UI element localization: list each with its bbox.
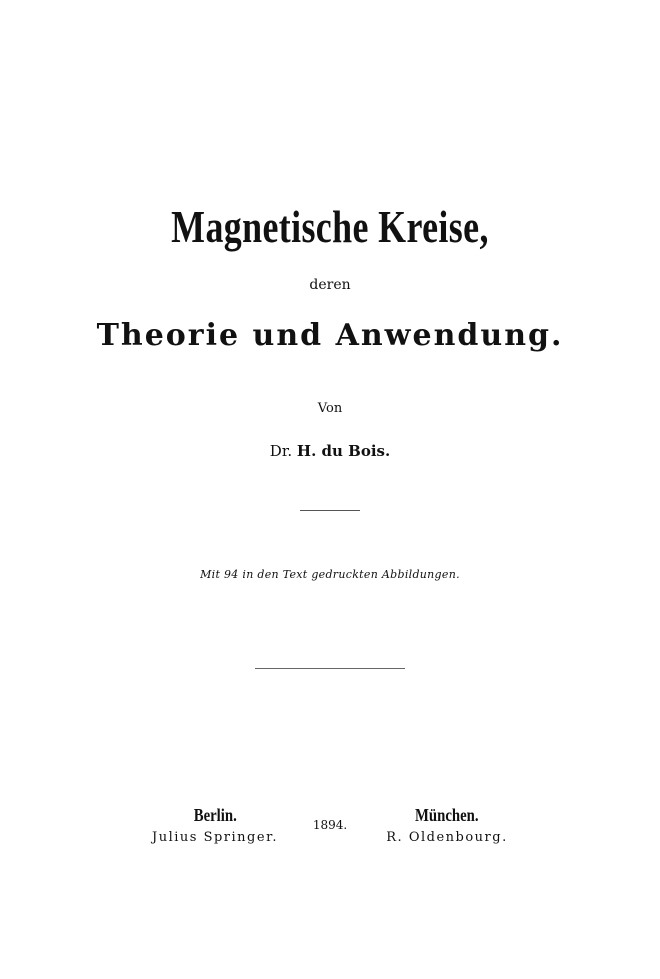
author-name: H. du Bois. (296, 442, 391, 460)
imprint-left (140, 805, 290, 845)
imprint-right (372, 805, 522, 845)
main-title: Magnetische Kreise, (171, 201, 489, 252)
imprint-left-city: Berlin. (193, 805, 237, 825)
by-label: Von (317, 401, 343, 416)
author-line (0, 442, 660, 460)
connector-text: deren (309, 277, 351, 293)
illustrations-note: Mit 94 in den Text gedruckten Abbildungen. (200, 568, 460, 581)
author-prefix: Dr. (269, 442, 293, 460)
short-divider (300, 510, 360, 511)
imprint-right-publisher: R. Oldenbourg. (386, 830, 508, 845)
subtitle: Theorie und Anwendung. (96, 318, 564, 353)
long-divider (255, 668, 405, 669)
imprint-year: 1894. (312, 818, 348, 832)
imprint-right-city: München. (415, 805, 479, 825)
imprint-left-publisher: Julius Springer. (152, 830, 278, 845)
